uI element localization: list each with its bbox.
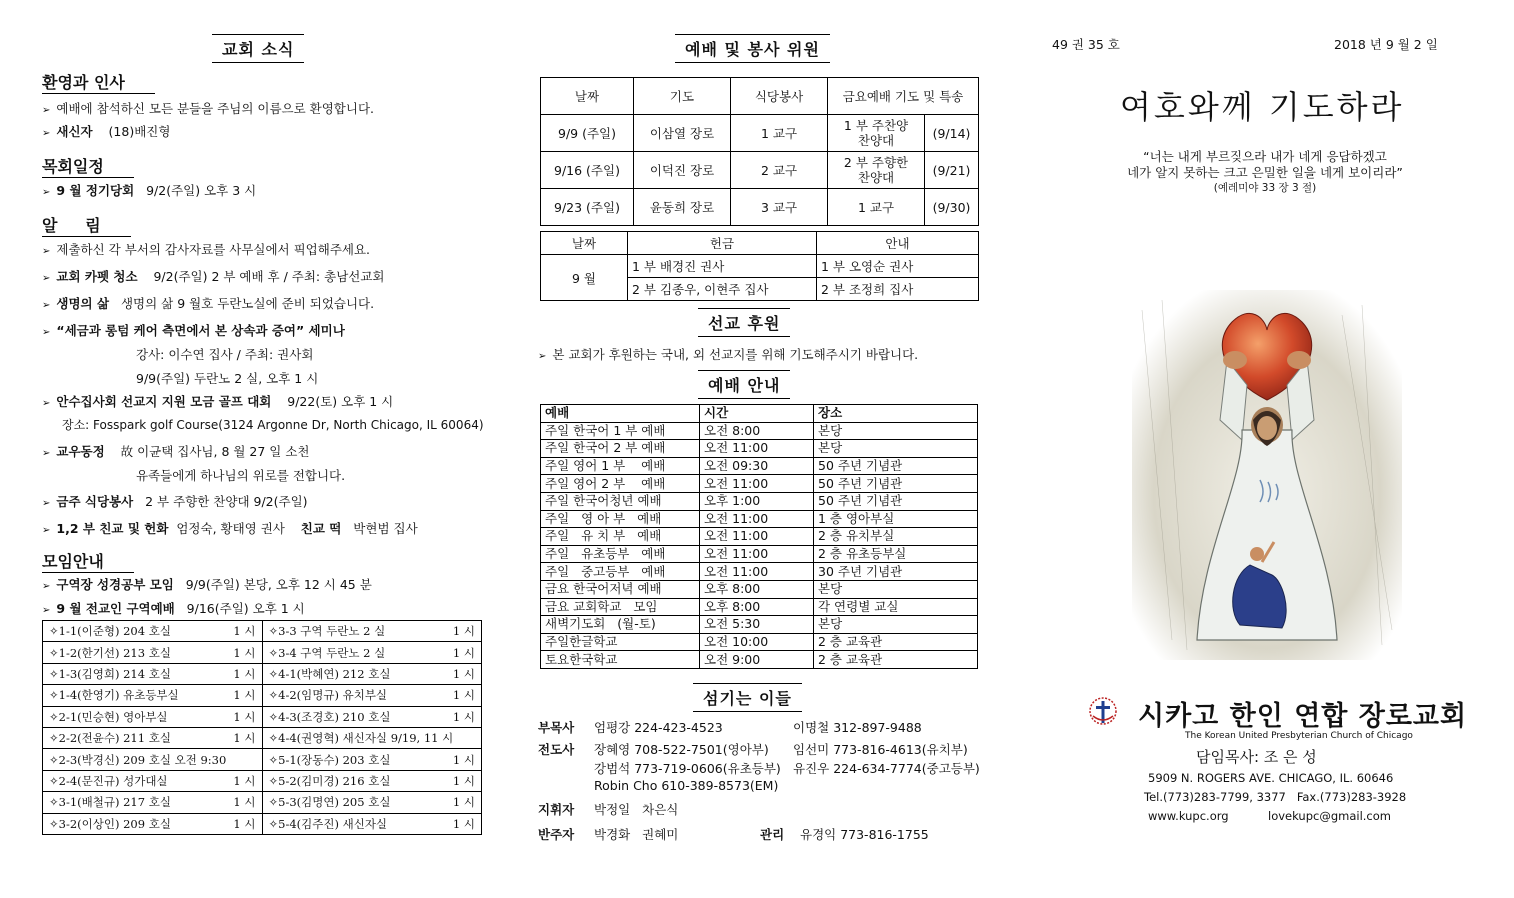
offering-col-date: 날짜 bbox=[541, 232, 628, 255]
service-time: 오전 8:00 bbox=[700, 422, 814, 440]
arrow-icon: ➢ bbox=[538, 351, 547, 362]
worship-duty-table bbox=[540, 77, 979, 226]
notice-4: ➢ “세금과 롱텀 케어 측면에서 본 상속과 증여” 세미나 bbox=[42, 323, 345, 338]
group-row bbox=[43, 663, 482, 684]
notice-4-speaker: 강사: 이수연 집사 / 주최: 권사회 bbox=[136, 347, 314, 362]
group-cell bbox=[43, 642, 263, 663]
church-logo-icon bbox=[1088, 696, 1118, 730]
arrow-icon: ➢ bbox=[42, 525, 51, 536]
group-cell bbox=[262, 792, 482, 813]
service-place: 50 주년 기념관 bbox=[814, 475, 978, 493]
service-name: 새벽기도회 (월-토) bbox=[541, 616, 700, 634]
duty-friday-date: (9/14) bbox=[925, 115, 979, 152]
usher-2: 2 부 조정희 집사 bbox=[817, 278, 979, 301]
group-cell bbox=[262, 642, 482, 663]
group-place: ✧2-1(민승현) 영아부실 bbox=[49, 709, 168, 724]
service-place: 각 연령별 교실 bbox=[814, 598, 978, 616]
duty-date: 9/23 (주일) bbox=[541, 189, 634, 226]
offering-col-usher: 안내 bbox=[817, 232, 979, 255]
notice-5-place: 장소: Fosspark golf Course(3124 Argonne Dr, North Chicago, IL 60064) bbox=[62, 418, 484, 432]
church-email[interactable]: lovekupc@gmail.com bbox=[1268, 809, 1391, 823]
arrow-icon: ➢ bbox=[42, 187, 51, 198]
group-place: ✧4-2(임명규) 유치부실 bbox=[268, 688, 388, 703]
service-name: 주일 영어 2 부 예배 bbox=[541, 475, 700, 493]
duty-prayer: 이덕진 장로 bbox=[634, 152, 731, 189]
group-place: ✧2-3(박경신) 209 호실 오전 9:30 bbox=[49, 752, 227, 767]
accompanists: 박경화 권혜미 bbox=[594, 827, 679, 842]
usher-1: 1 부 오영순 권사 bbox=[817, 255, 979, 278]
group-row bbox=[43, 813, 482, 834]
group-place: ✧2-2(전윤수) 211 호실 bbox=[49, 731, 171, 746]
service-place: 본당 bbox=[814, 440, 978, 458]
service-place: 본당 bbox=[814, 422, 978, 440]
service-schedule-table bbox=[540, 404, 978, 669]
assoc-pastor-label: 부목사 bbox=[538, 720, 575, 735]
verse-line-2: 네가 알지 못하는 크고 은밀한 일을 네게 보이리라” bbox=[1127, 165, 1403, 180]
svc-col-time: 시간 bbox=[700, 405, 814, 423]
offering-table bbox=[540, 231, 979, 301]
group-cell bbox=[262, 685, 482, 706]
group-time: 1 시 bbox=[452, 816, 475, 831]
col-kitchen: 식당봉사 bbox=[731, 78, 828, 115]
church-english-name: The Korean United Presbyterian Church of Chicago bbox=[1185, 731, 1413, 741]
service-time: 오전 11:00 bbox=[700, 475, 814, 493]
group-row bbox=[43, 621, 482, 642]
service-time: 오후 1:00 bbox=[700, 492, 814, 510]
notice-7: ➢ 금주 식당봉사 2 부 주향한 찬양대 9/2(주일) bbox=[42, 494, 308, 509]
group-cell bbox=[262, 727, 482, 748]
group-time: 1 시 bbox=[452, 624, 475, 639]
group-time: 1 시 bbox=[233, 666, 256, 681]
group-place: ✧3-2(이상인) 209 호실 bbox=[49, 816, 171, 831]
offering-1: 1 부 배경진 권사 bbox=[628, 255, 817, 278]
group-row bbox=[43, 706, 482, 727]
schedule-heading: 목회일정 bbox=[42, 154, 134, 178]
mission-text: ➢ 본 교회가 후원하는 국내, 외 선교지를 위해 기도해주시기 바랍니다. bbox=[538, 347, 919, 362]
service-name: 주일 유 치 부 예배 bbox=[541, 528, 700, 546]
headline: 여호와께 기도하라 bbox=[1120, 88, 1405, 126]
staff-title: 섬기는 이들 bbox=[693, 683, 802, 712]
church-address: 5909 N. ROGERS AVE. CHICAGO, IL. 60646 bbox=[1148, 771, 1394, 785]
service-row bbox=[541, 440, 978, 458]
group-place: ✧1-4(한영기) 유초등부실 bbox=[49, 688, 179, 703]
col-prayer: 기도 bbox=[634, 78, 731, 115]
group-cell bbox=[43, 749, 263, 770]
service-time: 오전 09:30 bbox=[700, 457, 814, 475]
group-place: ✧1-3(김영희) 214 호실 bbox=[49, 666, 171, 681]
service-name: 금요 교회학교 모임 bbox=[541, 598, 700, 616]
service-name: 주일 한국어청년 예배 bbox=[541, 492, 700, 510]
service-name: 주일 한국어 2 부 예배 bbox=[541, 440, 700, 458]
service-place: 2 층 유초등부실 bbox=[814, 545, 978, 563]
service-guide-title: 예배 안내 bbox=[698, 370, 790, 399]
service-time: 오전 11:00 bbox=[700, 510, 814, 528]
notice-4-time: 9/9(주일) 두란노 2 실, 오후 1 시 bbox=[136, 371, 319, 386]
manager: 유경익 773-816-1755 bbox=[800, 827, 929, 842]
arrow-icon: ➢ bbox=[42, 105, 51, 116]
group-cell bbox=[262, 813, 482, 834]
offering-month: 9 월 bbox=[541, 255, 628, 301]
meeting-1: ➢ 구역장 성경공부 모임 9/9(주일) 본당, 오후 12 시 45 분 bbox=[42, 577, 372, 592]
group-place: ✧3-4 구역 두란노 2 실 bbox=[268, 645, 386, 660]
service-time: 오전 9:00 bbox=[700, 651, 814, 669]
group-place: ✧3-3 구역 두란노 2 실 bbox=[268, 624, 386, 639]
col-date: 날짜 bbox=[541, 78, 634, 115]
service-time: 오후 8:00 bbox=[700, 580, 814, 598]
offering-col-offering: 헌금 bbox=[628, 232, 817, 255]
volume-number: 49 권 35 호 bbox=[1052, 37, 1120, 52]
duty-friday-choir: 1 부 주찬양 찬양대 bbox=[828, 115, 925, 152]
bulletin-date: 2018 년 9 월 2 일 bbox=[1334, 37, 1438, 52]
group-time: 1 시 bbox=[233, 624, 256, 639]
group-time: 1 시 bbox=[452, 795, 475, 810]
service-name: 주일 유초등부 예배 bbox=[541, 545, 700, 563]
group-place: ✧5-2(김미경) 216 호실 bbox=[268, 773, 391, 788]
group-time: 1 시 bbox=[233, 795, 256, 810]
service-name: 주일한글학교 bbox=[541, 633, 700, 651]
group-time: 1 시 bbox=[452, 752, 475, 767]
duty-prayer: 이삼열 장로 bbox=[634, 115, 731, 152]
service-row bbox=[541, 633, 978, 651]
service-row bbox=[541, 598, 978, 616]
group-cell bbox=[262, 663, 482, 684]
group-place: ✧5-1(장동수) 203 호실 bbox=[268, 752, 391, 767]
group-row bbox=[43, 727, 482, 748]
group-cell bbox=[262, 770, 482, 791]
newcomer-line: ➢ 새신자 (18)배진형 bbox=[42, 124, 171, 139]
group-row bbox=[43, 685, 482, 706]
meeting-2: ➢ 9 월 전교인 구역예배 9/16(주일) 오후 1 시 bbox=[42, 601, 305, 616]
church-news-title: 교회 소식 bbox=[212, 34, 304, 63]
group-cell bbox=[262, 749, 482, 770]
group-place: ✧4-4(권영혁) 새신자실 9/19, 11 시 bbox=[268, 731, 454, 746]
arrow-icon: ➢ bbox=[42, 273, 51, 284]
service-name: 주일 영어 1 부 예배 bbox=[541, 457, 700, 475]
service-time: 오전 11:00 bbox=[700, 440, 814, 458]
arrow-icon: ➢ bbox=[42, 246, 51, 257]
church-name: 시카고 한인 연합 장로교회 bbox=[1138, 701, 1468, 732]
group-place: ✧5-3(김명연) 205 호실 bbox=[268, 795, 391, 810]
group-place: ✧4-1(박혜연) 212 호실 bbox=[268, 666, 391, 681]
service-row bbox=[541, 457, 978, 475]
arrow-icon: ➢ bbox=[42, 581, 51, 592]
evangelist-5: Robin Cho 610-389-8573(EM) bbox=[594, 778, 779, 793]
evangelist-4: 유진우 224-634-7774(중고등부) bbox=[793, 761, 980, 776]
service-row bbox=[541, 616, 978, 634]
service-place: 2 층 교육관 bbox=[814, 651, 978, 669]
service-row bbox=[541, 563, 978, 581]
group-cell bbox=[43, 813, 263, 834]
group-time: 1 시 bbox=[233, 688, 256, 703]
svc-col-place: 장소 bbox=[814, 405, 978, 423]
service-time: 오전 11:00 bbox=[700, 545, 814, 563]
group-row bbox=[43, 770, 482, 791]
service-place: 1 층 영아부실 bbox=[814, 510, 978, 528]
service-time: 오전 5:30 bbox=[700, 616, 814, 634]
group-time: 1 시 bbox=[233, 731, 256, 746]
service-row bbox=[541, 651, 978, 669]
group-cell bbox=[43, 621, 263, 642]
group-time: 1 시 bbox=[452, 666, 475, 681]
service-place: 본당 bbox=[814, 616, 978, 634]
group-place: ✧2-4(문진규) 성가대실 bbox=[49, 773, 168, 788]
church-phone-fax: Tel.(773)283-7799, 3377 Fax.(773)283-3928 bbox=[1144, 790, 1407, 804]
service-place: 2 층 유치부실 bbox=[814, 528, 978, 546]
evangelist-2: 임선미 773-816-4613(유치부) bbox=[793, 742, 968, 757]
service-name: 주일 중고등부 예배 bbox=[541, 563, 700, 581]
service-place: 50 주년 기념관 bbox=[814, 457, 978, 475]
duty-friday-choir: 2 부 주향한 찬양대 bbox=[828, 152, 925, 189]
group-place: ✧5-4(김주진) 새신자실 bbox=[268, 816, 388, 831]
notice-8: ➢ 1,2 부 친교 및 헌화 엄정숙, 황태영 권사 친교 떡 박현범 집사 bbox=[42, 521, 418, 536]
notice-6-condolence: 유족들에게 하나님의 위로를 전합니다. bbox=[136, 468, 346, 483]
service-place: 30 주년 기념관 bbox=[814, 563, 978, 581]
worship-duty-row bbox=[541, 115, 979, 152]
service-row bbox=[541, 580, 978, 598]
arrow-icon: ➢ bbox=[42, 448, 51, 459]
group-time: 1 시 bbox=[452, 709, 475, 724]
service-place: 본당 bbox=[814, 580, 978, 598]
group-place: ✧1-1(이준형) 204 호실 bbox=[49, 624, 171, 639]
duty-date: 9/16 (주일) bbox=[541, 152, 634, 189]
duty-kitchen: 2 교구 bbox=[731, 152, 828, 189]
evangelist-label: 전도사 bbox=[538, 742, 575, 757]
service-row bbox=[541, 545, 978, 563]
mission-title: 선교 후원 bbox=[698, 308, 790, 337]
assoc-pastor-2: 이명철 312-897-9488 bbox=[793, 720, 922, 735]
schedule-item: ➢ 9 월 정기당회 9/2(주일) 오후 3 시 bbox=[42, 183, 257, 198]
offering-2: 2 부 김종우, 이현주 집사 bbox=[628, 278, 817, 301]
service-name: 주일 영 아 부 예배 bbox=[541, 510, 700, 528]
service-row bbox=[541, 510, 978, 528]
duty-kitchen: 3 교구 bbox=[731, 189, 828, 226]
worship-duty-row bbox=[541, 152, 979, 189]
arrow-icon: ➢ bbox=[42, 327, 51, 338]
service-name: 금요 한국어저녁 예배 bbox=[541, 580, 700, 598]
worship-duty-row bbox=[541, 189, 979, 226]
evangelist-1: 장혜영 708-522-7501(영아부) bbox=[594, 742, 769, 757]
service-row bbox=[541, 422, 978, 440]
group-cell bbox=[43, 685, 263, 706]
group-place: ✧1-2(한기선) 213 호실 bbox=[49, 645, 171, 660]
arrow-icon: ➢ bbox=[42, 300, 51, 311]
evangelist-3: 강범석 773-719-0606(유초등부) bbox=[594, 761, 781, 776]
group-worship-table bbox=[42, 620, 482, 835]
arrow-icon: ➢ bbox=[42, 398, 51, 409]
arrow-icon: ➢ bbox=[42, 128, 51, 139]
group-time: 1 시 bbox=[233, 773, 256, 788]
arrow-icon: ➢ bbox=[42, 498, 51, 509]
group-time: 1 시 bbox=[452, 773, 475, 788]
group-place: ✧3-1(배철규) 217 호실 bbox=[49, 795, 171, 810]
duty-kitchen: 1 교구 bbox=[731, 115, 828, 152]
accompanist-label: 반주자 bbox=[538, 827, 575, 842]
welcome-line: ➢ 예배에 참석하신 모든 분들을 주님의 이름으로 환영합니다. bbox=[42, 101, 375, 116]
conductors: 박정일 차은식 bbox=[594, 802, 679, 817]
duty-prayer: 윤동희 장로 bbox=[634, 189, 731, 226]
heart-prayer-illustration bbox=[1132, 290, 1402, 660]
conductor-label: 지휘자 bbox=[538, 802, 575, 817]
group-cell bbox=[262, 706, 482, 727]
group-cell bbox=[43, 663, 263, 684]
service-row bbox=[541, 475, 978, 493]
service-time: 오전 11:00 bbox=[700, 563, 814, 581]
service-name: 주일 한국어 1 부 예배 bbox=[541, 422, 700, 440]
notice-3: ➢ 생명의 삶 생명의 삶 9 월호 두란노실에 준비 되었습니다. bbox=[42, 296, 375, 311]
notice-6: ➢ 교우동정 故 이균택 집사님, 8 월 27 일 소천 bbox=[42, 444, 310, 459]
duty-date: 9/9 (주일) bbox=[541, 115, 634, 152]
senior-pastor: 담임목사: 조 은 성 bbox=[1196, 748, 1317, 766]
group-time: 1 시 bbox=[233, 816, 256, 831]
manager-label: 관리 bbox=[760, 827, 785, 842]
notice-heading: 알 림 bbox=[42, 213, 131, 237]
notice-1: ➢ 제출하신 각 부서의 감사자료를 사무실에서 픽업해주세요. bbox=[42, 242, 371, 257]
welcome-heading: 환영과 인사 bbox=[42, 70, 155, 94]
duty-friday-choir: 1 교구 bbox=[828, 189, 925, 226]
group-time: 1 시 bbox=[452, 688, 475, 703]
assoc-pastor-1: 엄평강 224-423-4523 bbox=[594, 720, 723, 735]
notice-2: ➢ 교회 카펫 청소 9/2(주일) 2 부 예배 후 / 주최: 총남선교회 bbox=[42, 269, 385, 284]
service-time: 오후 8:00 bbox=[700, 598, 814, 616]
group-cell bbox=[43, 727, 263, 748]
group-cell bbox=[43, 770, 263, 791]
worship-committee-title: 예배 및 봉사 위원 bbox=[675, 34, 830, 63]
service-place: 2 층 교육관 bbox=[814, 633, 978, 651]
group-time: 1 시 bbox=[233, 709, 256, 724]
notice-5: ➢ 안수집사회 선교지 지원 모금 골프 대회 9/22(토) 오후 1 시 bbox=[42, 394, 394, 409]
svc-col-service: 예배 bbox=[541, 405, 700, 423]
group-cell bbox=[43, 706, 263, 727]
service-row bbox=[541, 492, 978, 510]
service-name: 토요한국학교 bbox=[541, 651, 700, 669]
service-row bbox=[541, 528, 978, 546]
duty-friday-date: (9/30) bbox=[925, 189, 979, 226]
group-row bbox=[43, 792, 482, 813]
church-website[interactable]: www.kupc.org bbox=[1148, 809, 1229, 823]
group-time: 1 시 bbox=[233, 645, 256, 660]
group-row bbox=[43, 749, 482, 770]
group-cell bbox=[262, 621, 482, 642]
duty-friday-date: (9/21) bbox=[925, 152, 979, 189]
group-time: 1 시 bbox=[452, 645, 475, 660]
service-time: 오전 10:00 bbox=[700, 633, 814, 651]
group-row bbox=[43, 642, 482, 663]
col-friday: 금요예배 기도 및 특송 bbox=[828, 78, 979, 115]
group-place: ✧4-3(조경호) 210 호실 bbox=[268, 709, 391, 724]
verse-reference: (예레미야 33 장 3 절) bbox=[1213, 182, 1317, 194]
service-place: 50 주년 기념관 bbox=[814, 492, 978, 510]
group-cell bbox=[43, 792, 263, 813]
meeting-heading: 모임안내 bbox=[42, 549, 134, 573]
service-time: 오전 11:00 bbox=[700, 528, 814, 546]
arrow-icon: ➢ bbox=[42, 605, 51, 616]
verse-line-1: “너는 내게 부르짖으라 내가 네게 응답하겠고 bbox=[1143, 149, 1387, 164]
